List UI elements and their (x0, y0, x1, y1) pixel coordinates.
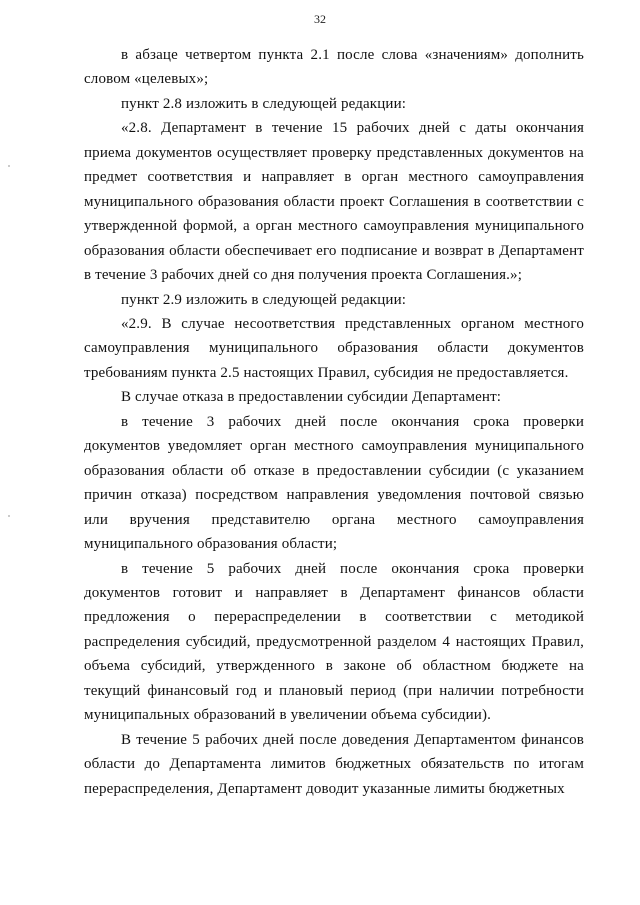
paragraph: пункт 2.9 изложить в следующей редакции: (121, 291, 407, 308)
page-number: 32 (314, 12, 326, 26)
paragraph: «2.8. Департамент в течение 15 рабочих дней с даты окончания приема документов осуществляет проверку представленных документов на предмет соответствия и направляет в орган местного самоуправления муниципального образования области проект Соглашения в соответствии с утвержденной формой, а орган местного самоуправления муниципального образования области обеспечивает его подписание и возврат в Департамент в течение 3 рабочих дней со дня получения проекта Соглашения.»; (84, 120, 584, 284)
paragraph: в течение 5 рабочих дней после окончания срока проверки документов готовит и направляет в Департамент финансов области предложения о перераспределении в соответствии с методикой распределения субсидий, предусмотренной разделом 4 настоящих Правил, объема субсидий, утвержденного в законе об областном бюджете на текущий финансовый год и плановый период (при наличии потребности муниципальных образований в увеличении объема субсидии). (84, 560, 584, 724)
paragraph: В течение 5 рабочих дней после доведения Департаментом финансов области до Департамента лимитов бюджетных обязательств по итогам перераспределения, Департамент доводит указанные лимиты бюджетных (84, 731, 584, 797)
paragraph: В случае отказа в предоставлении субсидии Департамент: (121, 389, 502, 406)
document-body (84, 43, 584, 801)
paragraph: «2.9. В случае несоответствия представленных органом местного самоуправления муниципального образования области документов требованиям пункта 2.5 настоящих Правил, субсидия не предоставляется. (84, 315, 584, 381)
paragraph: в абзаце четвертом пункта 2.1 после слова «значениям» дополнить словом «целевых»; (84, 47, 584, 88)
scan-artifact (8, 165, 10, 167)
paragraph: пункт 2.8 изложить в следующей редакции: (121, 95, 407, 112)
scan-artifact (8, 515, 10, 517)
paragraph: в течение 3 рабочих дней после окончания срока проверки документов уведомляет орган местного самоуправления муниципального образования области об отказе в предоставлении субсидии (с указанием причин отказа) посредством направления уведомления почтовой связью или вручения представителю органа местного самоуправления муниципального образования области; (84, 413, 584, 553)
